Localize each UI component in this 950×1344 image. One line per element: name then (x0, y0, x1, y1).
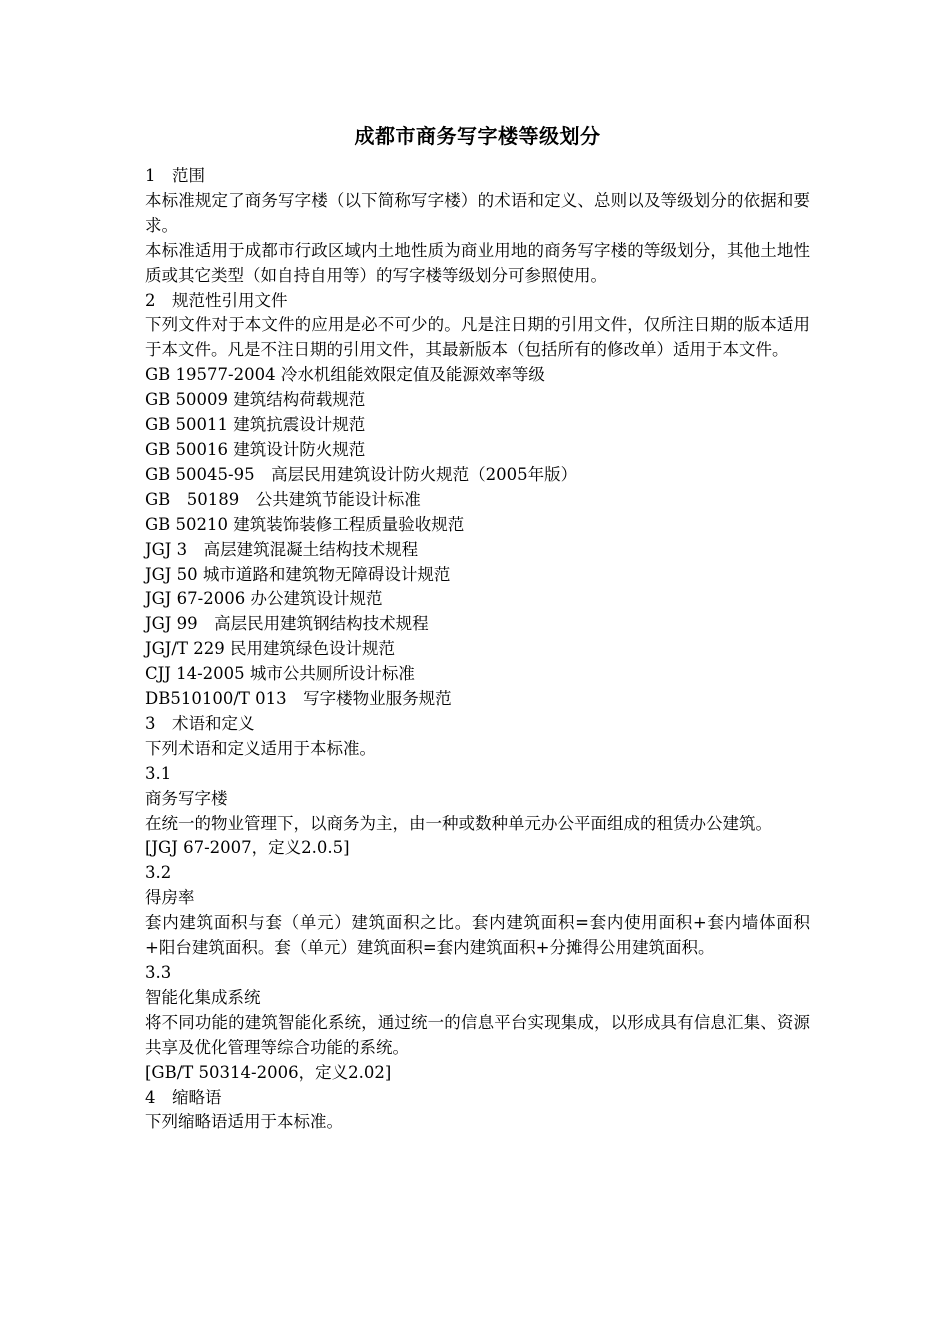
term-definition: 在统一的物业管理下，以商务为主，由一种或数种单元办公平面组成的租赁办公建筑。 (145, 813, 772, 833)
reference-item: JGJ 50 城市道路和建筑物无障碍设计规范 (145, 564, 451, 584)
reference-item: GB 50016 建筑设计防火规范 (145, 439, 366, 459)
term-name: 商务写字楼 (145, 788, 228, 808)
term-source: [JGJ 67-2007，定义2.0.5] (145, 838, 350, 858)
paragraph: 下列文件对于本文件的应用是必不可少的。凡是注日期的引用文件，仅所注日期的版本适用于本文件。凡是不注日期的引用文件，其最新版本（包括所有的修改单）适用于本文件。 (145, 315, 810, 360)
term-number: 3.1 (145, 763, 172, 783)
section-heading-terms: 3 术语和定义 (145, 713, 255, 733)
reference-item: GB 19577-2004 冷水机组能效限定值及能源效率等级 (145, 365, 545, 385)
term-definition: 将不同功能的建筑智能化系统，通过统一的信息平台实现集成，以形成具有信息汇集、资源共享及优化管理等综合功能的系统。 (145, 1012, 810, 1057)
document-body (145, 164, 810, 1135)
reference-item: GB 50189 公共建筑节能设计标准 (145, 489, 421, 509)
reference-item: GB 50210 建筑装饰装修工程质量验收规范 (145, 514, 465, 534)
reference-item: JGJ 67-2006 办公建筑设计规范 (145, 589, 383, 609)
reference-item: DB510100/T 013 写字楼物业服务规范 (145, 689, 452, 709)
document-page (145, 118, 810, 1135)
term-source: [GB/T 50314-2006，定义2.02] (145, 1062, 392, 1082)
reference-item: CJJ 14-2005 城市公共厕所设计标准 (145, 664, 415, 684)
reference-item: GB 50009 建筑结构荷载规范 (145, 390, 366, 410)
section-heading-abbreviations: 4 缩略语 (145, 1087, 222, 1107)
term-number: 3.2 (145, 863, 172, 883)
reference-item: JGJ 99 高层民用建筑钢结构技术规程 (145, 614, 429, 634)
section-heading-references: 2 规范性引用文件 (145, 290, 288, 310)
term-definition: 套内建筑面积与套（单元）建筑面积之比。套内建筑面积=套内使用面积+套内墙体面积+阳台建筑面积。套（单元）建筑面积=套内建筑面积+分摊得公用建筑面积。 (145, 913, 810, 958)
reference-item: GB 50045-95 高层民用建筑设计防火规范（2005年版） (145, 464, 578, 484)
paragraph: 下列术语和定义适用于本标准。 (145, 738, 376, 758)
term-name: 智能化集成系统 (145, 987, 261, 1007)
term-number: 3.3 (145, 963, 172, 982)
paragraph: 本标准规定了商务写字楼（以下简称写字楼）的术语和定义、总则以及等级划分的依据和要求。 (145, 190, 810, 235)
term-name: 得房率 (145, 888, 195, 908)
paragraph: 本标准适用于成都市行政区域内土地性质为商业用地的商务写字楼的等级划分，其他土地性质或其它类型（如自持自用等）的写字楼等级划分可参照使用。 (145, 240, 810, 285)
reference-item: JGJ/T 229 民用建筑绿色设计规范 (145, 639, 395, 659)
paragraph: 下列缩略语适用于本标准。 (145, 1112, 343, 1132)
reference-item: GB 50011 建筑抗震设计规范 (145, 415, 366, 435)
reference-item: JGJ 3 高层建筑混凝土结构技术规程 (145, 539, 419, 559)
section-heading-scope: 1 范围 (145, 166, 205, 185)
document-title: 成都市商务写字楼等级划分 (354, 124, 601, 148)
